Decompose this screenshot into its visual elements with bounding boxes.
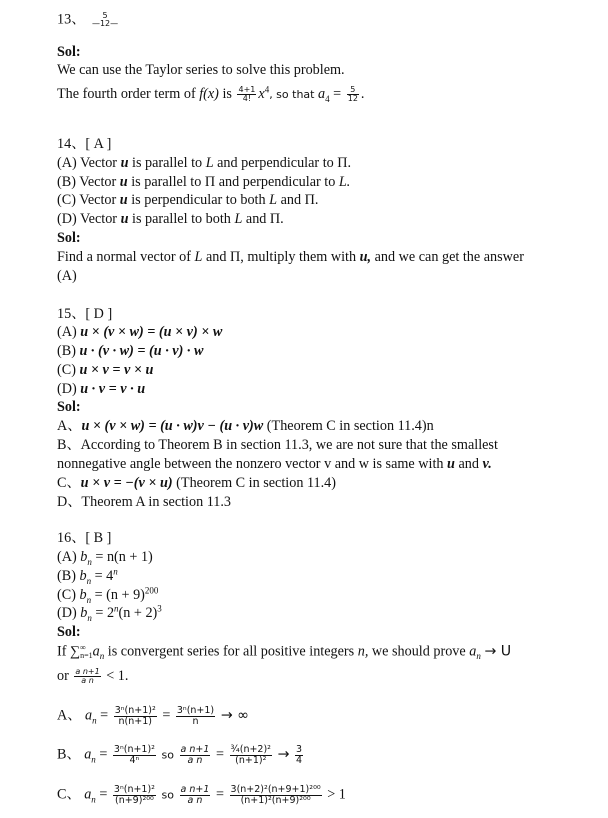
q16-sol: Sol: <box>57 624 81 640</box>
q15-option-d: (D) u · v = v · u <box>57 381 146 397</box>
q15-sol: Sol: <box>57 399 81 415</box>
q14-option-b: (B) Vector u is parallel to Π and perpendicular to L. <box>57 174 351 190</box>
q15-sol-b-line2: nonnegative angle between the nonzero vector v and w is same with u and v. <box>57 456 492 472</box>
q16-sol-a: A、 $a_n$ = $\frac{\text{3ⁿ(n+1)²}}{n(n+1)}$ = $\frac{\text{3ⁿ(n+1)}}{n}$ → ∞ <box>57 705 249 727</box>
q13-sol: Sol: <box>57 44 81 60</box>
q16-option-b: (B) $b_n = 4^n$ <box>57 566 118 586</box>
q15-sol-d: D、Theorem A in section 11.3 <box>57 494 232 510</box>
q15-option-c: (C) u × v = v × u <box>57 362 154 378</box>
q16-sol-b: B、 $a_n$ = $\frac{\text{3ⁿ(n+1)²}}{\text{4ⁿ}}$ so $\frac{\text{a n+1}}{\text{a n}}$ = $\frac{\text{¾(n+2)²}}{\text{(n+1)²}}$ → $\frac{3}{4}$ <box>57 744 303 766</box>
q16-option-d: (D) $b_n = 2^n(n + 2)^3$ <box>57 603 162 623</box>
q14-sol-answer: (A) <box>57 268 77 284</box>
q15-sol-a: A、u × (v × w) = (u · w)v − (u · v)w (Theorem C in section 11.4)n <box>57 418 434 434</box>
q16-sol-if-line: If ∑ ∞ n=1 $a_n$ is convergent series for all positive integers n, we should prove $a_n \to U$ <box>57 643 512 662</box>
q15-sol-b-line1: B、According to Theorem B in section 11.3, we are not sure that the smallest <box>57 437 498 453</box>
q13-line <box>57 12 121 29</box>
q13-answer: 5 —12— <box>91 11 119 29</box>
q15-header: 15、[ D ] <box>57 306 113 322</box>
q16-option-c: (C) $b_n = (n + 9)^{200}$ <box>57 585 159 605</box>
q15-sol-c: C、u × v = −(v × u) (Theorem C in section 11.4) <box>57 475 337 491</box>
q13-number: 13、 <box>57 11 86 28</box>
q14-option-a: (A) Vector u is parallel to L and perpendicular to Π. <box>57 155 352 171</box>
q13-term-fraction: $\frac{4+1}{4!}$ <box>238 85 256 104</box>
q16-option-a: (A) $b_n = n(n + 1)$ <box>57 549 153 567</box>
q16-ratio-fraction: $\frac{\text{a n+1}}{\text{a n}}$ <box>75 667 100 686</box>
q14-option-c: (C) Vector u is perpendicular to both L and Π. <box>57 192 319 208</box>
q13-line1: We can use the Taylor series to solve this problem. <box>57 62 345 78</box>
q14-sol: Sol: <box>57 230 81 246</box>
q15-option-b: (B) u · (v · w) = (u · v) · w <box>57 343 204 359</box>
q16-header: 16、[ B ] <box>57 530 112 546</box>
q14-sol-line: Find a normal vector of L and Π, multiply them with u, and we can get the answer <box>57 249 524 265</box>
q14-header: 14、[ A ] <box>57 136 112 152</box>
q13-result-fraction: $\frac{5}{12}$ <box>347 85 358 104</box>
q14-option-d: (D) Vector u is parallel to both L and Π. <box>57 211 284 227</box>
q15-option-a: (A) u × (v × w) = (u × v) × w <box>57 324 223 340</box>
q16-sol-c: C、 $a_n$ = $\frac{\text{3ⁿ(n+1)²}}{\text{(n+9)²⁰⁰}}$ so $\frac{\text{a n+1}}{\text{a n}}$ = $\frac{\text{3(n+2)²(n+9+1)²⁰⁰}}{\text{(n+1)²(n+9)²⁰⁰}}$ > 1 <box>57 784 346 806</box>
q16-sol-or-line: or $\frac{\text{a n+1}}{\text{a n}}$ < 1. <box>57 667 129 686</box>
q13-line2: The fourth order term of f(x) is $\frac{4+1}{4!}$ $x^4$, so that $a_4$ = $\frac{5}{12}$ . <box>57 84 365 104</box>
